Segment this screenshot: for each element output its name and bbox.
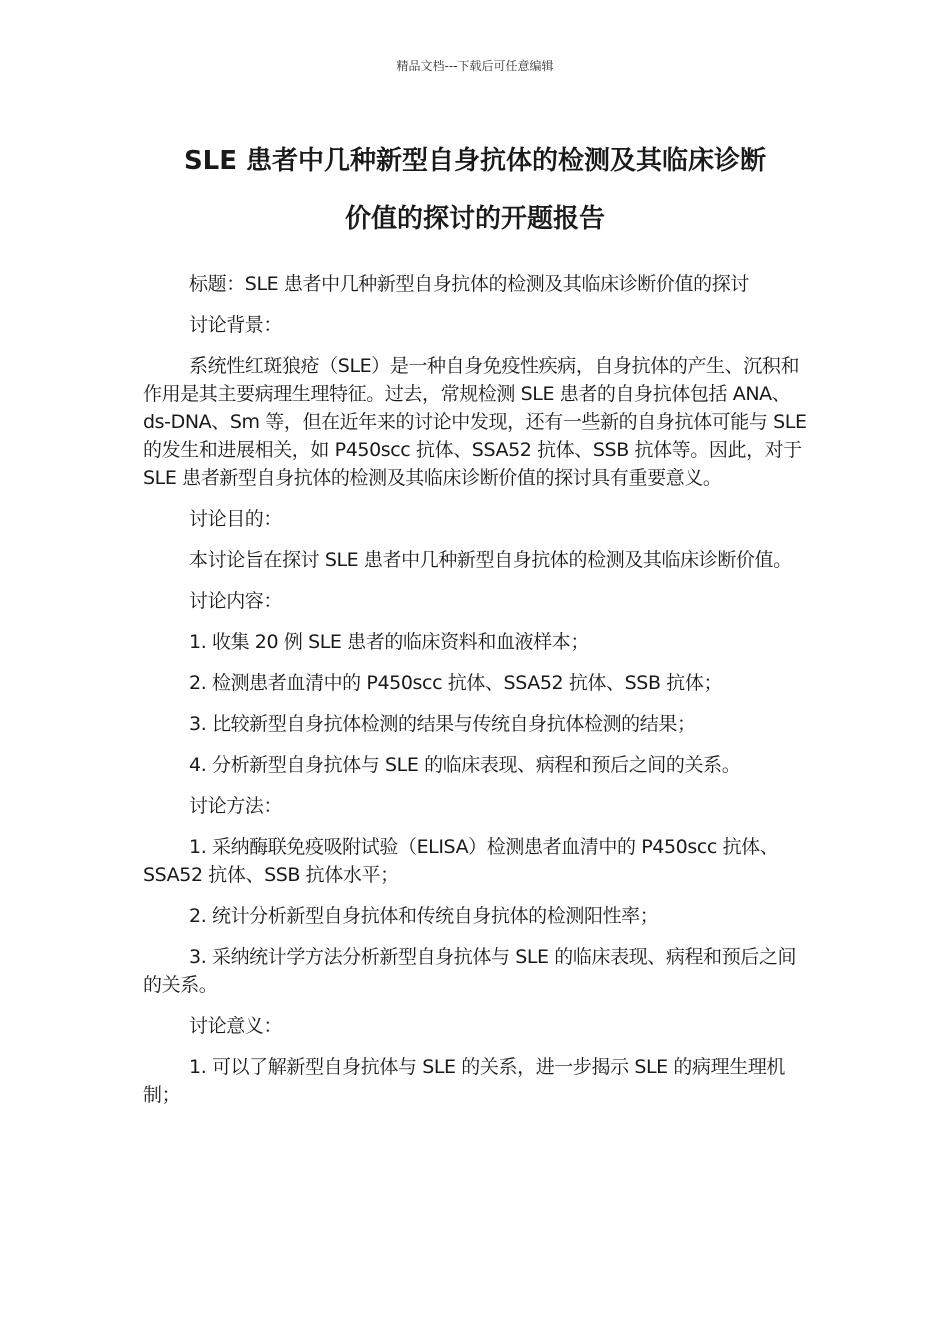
header-note: 精品文档---下载后可任意编辑 (396, 59, 554, 73)
content-item-4: 4. 分析新型自身抗体与 SLE 的临床表现、病程和预后之间的关系。 (189, 754, 741, 776)
method-heading: 讨论方法： (189, 795, 283, 817)
method-item-1: 1. 采纳酶联免疫吸附试验（ELISA）检测患者血清中的 P450scc 抗体、SSA52 抗体、SSB 抗体水平； (143, 836, 779, 886)
title-line-1: SLE 患者中几种新型自身抗体的检测及其临床诊断 (183, 146, 767, 176)
background-paragraph: 系统性红斑狼疮（SLE）是一种自身免疫性疾病，自身抗体的产生、沉积和作用是其主要病理生理特征。过去，常规检测 SLE 患者的自身抗体包括 ANA、ds-DNA、Sm 等，但在近年来的讨论中发现，还有一些新的自身抗体可能与 SLE 的发生和进展相关，如 P450scc 抗体、SSA52 抗体、SSB 抗体等。因此，对于 SLE 患者新型自身抗体的检测及其临床诊断价值的探讨具有重要意义。 (143, 355, 807, 489)
purpose-heading: 讨论目的： (189, 508, 283, 530)
document-body (143, 270, 808, 1122)
title-line-2: 价值的探讨的开题报告 (344, 204, 605, 234)
content-item-3: 3. 比较新型自身抗体检测的结果与传统自身抗体检测的结果； (189, 713, 696, 735)
method-item-2: 2. 统计分析新型自身抗体和传统自身抗体的检测阳性率； (189, 905, 659, 927)
content-item-2: 2. 检测患者血清中的 P450scc 抗体、SSA52 抗体、SSB 抗体； (189, 672, 723, 694)
significance-item-1: 1. 可以了解新型自身抗体与 SLE 的关系，进一步揭示 SLE 的病理生理机制； (143, 1056, 786, 1106)
significance-heading: 讨论意义： (189, 1015, 283, 1037)
document-title (120, 132, 830, 248)
content-item-1: 1. 收集 20 例 SLE 患者的临床资料和血液样本； (189, 631, 589, 653)
purpose-paragraph: 本讨论旨在探讨 SLE 患者中几种新型自身抗体的检测及其临床诊断价值。 (189, 549, 792, 571)
method-item-3: 3. 采纳统计学方法分析新型自身抗体与 SLE 的临床表现、病程和预后之间的关系。 (143, 946, 797, 996)
content-heading: 讨论内容： (189, 590, 283, 612)
title-paragraph: 标题：SLE 患者中几种新型自身抗体的检测及其临床诊断价值的探讨 (189, 273, 749, 295)
background-heading: 讨论背景： (189, 314, 283, 336)
